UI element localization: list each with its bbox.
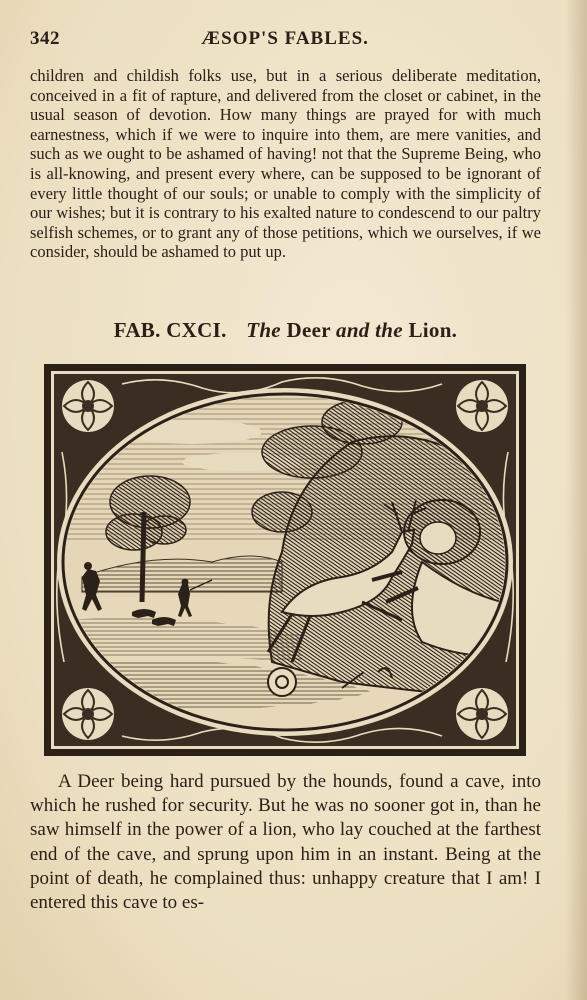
running-title: ÆSOP'S FABLES.	[201, 28, 369, 49]
corner-flower-top-right	[456, 380, 508, 432]
fable-title-and-the: and the	[336, 318, 403, 342]
woodcut-svg	[42, 362, 528, 758]
moral-paragraph: children and childish folks use, but in a serious deliberate meditation, conceived in a fit of rapture, and delivered from the closet or cabinet, in the usual season of devotion. How many things are prayed for with much earnestness, which if we were to inquire into them, are mere vanities, and such as we ought to be ashamed of having! not that the Supreme Being, who is all-knowing, and present every where, can be supposed to be ignorant of every little thought of our souls; or unable to comply with the simplicity of our wishes; but it is contrary to his exalted nature to condescend to our paltry selfish schemes, or to grant any of those petitions, which we ourselves, if we consider, should be ashamed to put up.	[30, 66, 541, 262]
page-edge-shadow	[565, 0, 587, 1000]
woodcut-illustration	[42, 362, 528, 758]
fable-title-deer: Deer	[286, 318, 331, 342]
fable-title	[30, 318, 541, 343]
page-number: 342	[30, 28, 60, 49]
page-header	[30, 28, 540, 52]
fable-title-the: The	[246, 318, 281, 342]
fable-title-lion: Lion.	[408, 318, 458, 342]
fable-number: FAB. CXCI.	[113, 318, 227, 342]
fable-paragraph: A Deer being hard pursued by the hounds, found a cave, into which he rushed for security. But he was no sooner got in, than he saw himself in the power of a lion, who lay couched at the farthest end of the cave, and sprung upon him in an instant. Being at the point of death, he complained thus: unhappy creature that I am! I entered this cave to es-	[30, 771, 541, 914]
corner-flower-bottom-left	[62, 688, 114, 740]
corner-flower-bottom-right	[456, 688, 508, 740]
corner-flower-top-left	[62, 380, 114, 432]
